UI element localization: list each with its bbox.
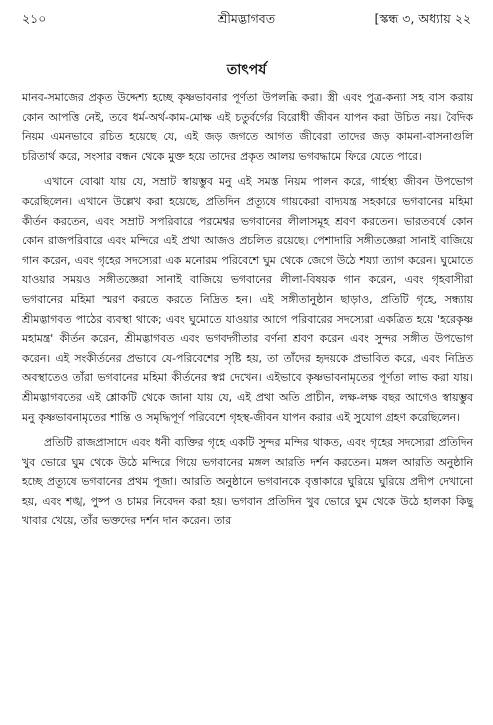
page-number: ২১০ [22, 11, 47, 26]
book-title: শ্রীমদ্ভাগবত [217, 11, 276, 26]
running-header [22, 8, 471, 30]
paragraph: মানব-সমাজের প্রকৃত উদ্দেশ্য হচ্ছে কৃষ্ণভাবনার পূর্ণতা উপলব্ধি করা। স্ত্রী এবং পুত্র-কন্যা সহ বাস করায় কোন আপত্তি নেই, তবে ধর্ম-অর্থ-কাম-মোক্ষ এই চতুর্বর্গের বিরোধী জীবন যাপন করা উচিত নয়। বৈদিক নিয়ম এমনভাবে রচিত হয়েছে যে, এই জড় জগতে আগত জীবেরা তাদের জড় কামনা-বাসনাগুলি চরিতার্থ করে, সংসার বন্ধন থেকে মুক্ত হয়ে তাদের প্রকৃত আলয় ভগবদ্ধামে ফিরে যেতে পারে। [22, 91, 473, 163]
section-title: তাৎপর্য [226, 62, 267, 78]
body-text [22, 88, 473, 537]
chapter-reference: [স্কন্ধ ৩, অধ্যায় ২২ [374, 11, 471, 26]
paragraph: এখানে বোঝা যায় যে, সম্রাট স্বায়ম্ভুব মনু এই সমস্ত নিয়ম পালন করে, গার্হস্থ্য জীবন উপভোগ করেছিলেন। এখানে উল্লেখ করা হয়েছে, প্রতিদিন প্রত্যূষে গায়কেরা বাদ্যযন্ত্র সহকারে ভগবানের মহিমা কীর্তন করতেন, এবং সম্রাট সপরিবারে পরমেশ্বর ভগবানের লীলাসমূহ শ্রবণ করতেন। ভারতবর্ষে কোন কোন রাজপরিবারে এবং মন্দিরে এই প্রথা আজও প্রচলিত রয়েছে। পেশাদারি সঙ্গীতজ্ঞেরা সানাই বাজিয়ে গান করেন, এবং গৃহের সদস্যেরা এক মনোরম পরিবেশে ঘুম থেকে জেগে উঠে শয্যা ত্যাগ করেন। ঘুমোতে যাওয়ার সময়ও সঙ্গীতজ্ঞেরা সানাই বাজিয়ে ভগবানের লীলা-বিষয়ক গান করেন, এবং গৃহবাসীরা ভগবানের মহিমা স্মরণ করতে করতে নিদ্রিত হন। এই সঙ্গীতানুষ্ঠান ছাড়াও, প্রতিটি গৃহে, সন্ধ্যায় শ্রীমদ্ভাগবত পাঠের ব্যবস্থা থাকে; এবং ঘুমোতে যাওয়ার আগে পরিবারের সদস্যেরা একত্রিত হয়ে 'হরেকৃষ্ণ মহামন্ত্র' কীর্তন করেন, শ্রীমদ্ভাগবত এবং ভগবদ্গীতার বর্ণনা শ্রবণ করেন এবং সুন্দর সঙ্গীত উপভোগ করেন। এই সংকীর্তনের প্রভাবে যে-পরিবেশের সৃষ্টি হয়, তা তাঁদের হৃদয়কে প্রভাবিত করে, এবং নিদ্রিত অবস্থাতেও তাঁরা ভগবানের মহিমা কীর্তনের স্বপ্ন দেখেন। এইভাবে কৃষ্ণভাবনামৃতের পূর্ণতা লাভ করা যায়। শ্রীমদ্ভাগবতের এই শ্লোকটি থেকে জানা যায় যে, এই প্রথা অতি প্রাচীন, লক্ষ-লক্ষ বছর আগেও স্বায়ম্ভুব মনু কৃষ্ণভাবনামৃতের শান্তি ও সমৃদ্ধিপূর্ণ পরিবেশে গৃহস্থ-জীবন যাপন করার এই সুযোগ গ্রহণ করেছিলেন। [22, 175, 473, 424]
paragraph: প্রতিটি রাজপ্রাসাদে এবং ধনী ব্যক্তির গৃহে একটি সুন্দর মন্দির থাকত, এবং গৃহের সদস্যেরা প্রতিদিন খুব ভোরে ঘুম থেকে উঠে মন্দিরে গিয়ে ভগবানের মঙ্গল আরতি দর্শন করতেন। মঙ্গল আরতি অনুষ্ঠানি হচ্ছে প্রত্যূষে ভগবানের প্রথম পূজা। আরতি অনুষ্ঠানে ভগবানকে বৃত্তাকারে ঘুরিয়ে ঘুরিয়ে প্রদীপ দেখানো হয়, এবং শঙ্খ, পুষ্প ও চামর নিবেদন করা হয়। ভগবান প্রতিদিন খুব ভোরে ঘুম থেকে উঠে হালকা কিছু খাবার খেয়ে, তাঁর ভক্তদের দর্শন দান করেন। তার [22, 436, 473, 528]
